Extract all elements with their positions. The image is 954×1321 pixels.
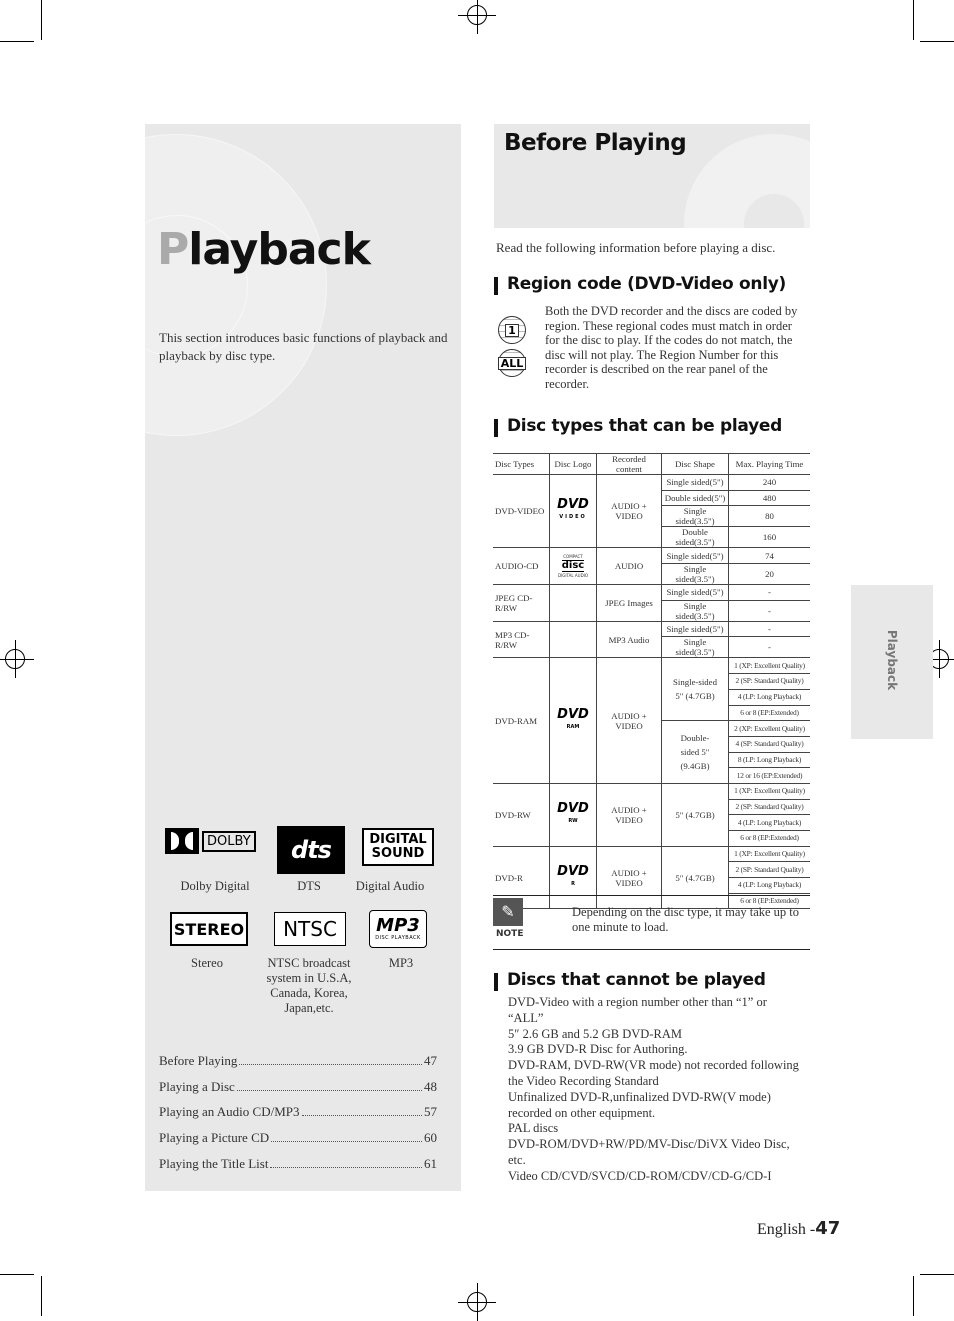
crop-mark <box>0 41 34 42</box>
header-cell: Max. Playing Time <box>729 454 811 475</box>
toc-item[interactable]: Before Playing 47 <box>159 1053 437 1068</box>
disc-types-table <box>493 453 810 909</box>
ntsc-caption: NTSC broadcast system in U.S.A, Canada, Korea, Japan,etc. <box>266 956 352 1015</box>
list-item: Unfinalized DVD-R,unfinalized DVD-RW(V mode) recorded on other equipment. <box>508 1089 771 1120</box>
list-item: 5″ 2.6 GB and 5.2 GB DVD-RAM <box>508 1026 682 1041</box>
shape-cell: Single-sided 5" (4.7GB) <box>662 658 729 721</box>
content-cell: AUDIO <box>597 548 662 585</box>
time-cell: - <box>729 585 811 601</box>
time-cell: - <box>729 637 811 658</box>
disc-type-cell: DVD-RAM <box>493 658 550 784</box>
shape-cell: Single sided(5") <box>662 585 729 601</box>
table-row <box>493 548 810 564</box>
digital-audio-caption: Digital Audio <box>355 879 425 893</box>
disc-type-cell: MP3 CD-R/RW <box>493 621 550 658</box>
cannot-play-list <box>508 995 804 1185</box>
crop-mark <box>913 1276 914 1316</box>
region-1-globe-icon: 1 <box>498 316 526 344</box>
disc-type-cell: DVD-R <box>493 846 550 909</box>
dvd-r-logo: DVD R <box>550 846 597 909</box>
chapter-intro: This section introduces basic functions of playback and playback by disc type. <box>159 330 448 363</box>
table-row <box>493 585 810 601</box>
time-cell: 1 (XP: Excellent Quality) <box>729 658 811 674</box>
crop-mark <box>920 41 954 42</box>
time-cell: 74 <box>729 548 811 564</box>
shape-cell: Double-sided 5" (9.4GB) <box>662 721 729 784</box>
shape-cell: 5" (4.7GB) <box>662 783 729 846</box>
shape-cell: Single sided(5") <box>662 621 729 637</box>
time-cell: 8 (LP: Long Playback) <box>729 752 811 768</box>
mp3-caption: MP3 <box>388 956 414 970</box>
time-cell: 80 <box>729 506 811 527</box>
side-tab-label: Playback <box>885 629 899 691</box>
time-cell: 2 (SP: Standard Quality) <box>729 799 811 815</box>
table-row <box>493 475 810 491</box>
dolby-logo: DOLBY <box>165 827 261 855</box>
note-box <box>493 895 810 950</box>
crop-mark <box>41 1276 42 1316</box>
ntsc-logo: NTSC <box>274 912 346 946</box>
double-d-icon <box>165 828 199 854</box>
dolby-caption: Dolby Digital <box>180 879 250 893</box>
table-row <box>493 658 810 674</box>
dts-logo: dts <box>277 826 345 874</box>
logo-cell <box>550 621 597 658</box>
list-item: DVD-RAM, DVD-RW(VR mode) not recorded following the Video Recording Standard <box>508 1058 799 1088</box>
dts-caption: DTS <box>297 879 321 893</box>
disc-type-cell: DVD-VIDEO <box>493 475 550 548</box>
list-item: DVD-Video with a region number other than “1” or “ALL” <box>508 995 767 1025</box>
digital-sound-logo: DIGITAL SOUND <box>362 828 434 866</box>
table-row <box>493 621 810 637</box>
content-cell: AUDIO + VIDEO <box>597 475 662 548</box>
time-cell: 6 or 8 (EP:Extended) <box>729 831 811 847</box>
content-cell: AUDIO + VIDEO <box>597 658 662 784</box>
section-title: Before Playing <box>504 130 687 156</box>
cannot-play-heading: Discs that cannot be played <box>494 970 766 990</box>
region-heading: Region code (DVD-Video only) <box>494 274 786 294</box>
time-cell: 2 (SP: Standard Quality) <box>729 674 811 690</box>
crop-mark <box>920 1274 954 1275</box>
time-cell: 4 (LP: Long Playback) <box>729 878 811 894</box>
list-item: PAL discs <box>508 1121 559 1136</box>
pencil-note-icon: ✎ <box>493 898 523 926</box>
time-cell: 4 (LP: Long Playback) <box>729 689 811 705</box>
shape-cell: 5" (4.7GB) <box>662 846 729 909</box>
header-cell: Disc Types <box>493 454 550 475</box>
time-cell: 160 <box>729 527 811 548</box>
time-cell: 1 (XP: Excellent Quality) <box>729 846 811 862</box>
logo-cell <box>550 585 597 622</box>
time-cell: 6 or 8 (EP:Extended) <box>729 893 811 909</box>
dvd-video-logo: DVD VIDEO <box>550 475 597 548</box>
content-cell: AUDIO + VIDEO <box>597 783 662 846</box>
time-cell: 2 (XP: Excellent Quality) <box>729 721 811 737</box>
crop-mark <box>0 1274 34 1275</box>
disc-graphic <box>684 134 810 228</box>
section-header <box>494 124 810 228</box>
toc-item[interactable]: Playing the Title List 61 <box>159 1156 437 1171</box>
dvd-ram-logo: DVD RAM <box>550 658 597 784</box>
disc-type-cell: JPEG CD-R/RW <box>493 585 550 622</box>
chapter-title: Playback <box>157 224 370 275</box>
disc-hole <box>744 194 804 228</box>
header-cell: Disc Shape <box>662 454 729 475</box>
stereo-caption: Stereo <box>191 956 223 970</box>
content-cell: MP3 Audio <box>597 621 662 658</box>
table-row <box>493 783 810 799</box>
content-cell: JPEG Images <box>597 585 662 622</box>
crop-mark <box>41 0 42 40</box>
time-cell: - <box>729 621 811 637</box>
shape-cell: Single sided(3.5") <box>662 506 729 527</box>
page-number: English -47 <box>757 1218 841 1239</box>
registration-mark <box>5 649 25 669</box>
section-intro: Read the following information before playing a disc. <box>496 240 776 255</box>
time-cell: 4 (SP: Standard Quality) <box>729 736 811 752</box>
shape-cell: Single sided(3.5") <box>662 637 729 658</box>
note-label: NOTE <box>496 929 524 939</box>
time-cell: 480 <box>729 490 811 506</box>
toc-item[interactable]: Playing a Picture CD 60 <box>159 1130 437 1145</box>
chapter-panel <box>145 124 461 1191</box>
time-cell: 20 <box>729 564 811 585</box>
shape-cell: Single sided(5") <box>662 475 729 491</box>
shape-cell: Double sided(5") <box>662 490 729 506</box>
time-cell: 4 (LP: Long Playback) <box>729 815 811 831</box>
shape-cell: Single sided(3.5") <box>662 564 729 585</box>
list-item: 3.9 GB DVD-R Disc for Authoring. <box>508 1042 688 1057</box>
disc-types-heading: Disc types that can be played <box>494 416 782 436</box>
table-row <box>493 846 810 862</box>
time-cell: - <box>729 600 811 621</box>
disc-type-cell: AUDIO-CD <box>493 548 550 585</box>
stereo-logo: STEREO <box>170 912 248 946</box>
compact-disc-logo: COMPACT disc DIGITAL AUDIO <box>550 548 597 585</box>
content-cell: AUDIO + VIDEO <box>597 846 662 909</box>
list-item: DVD-ROM/DVD+RW/PD/MV-Disc/DiVX Video Disc, etc. <box>508 1137 790 1167</box>
time-cell: 240 <box>729 475 811 491</box>
header-cell: Recorded content <box>597 454 662 475</box>
shape-cell: Single sided(3.5") <box>662 600 729 621</box>
table-header-row <box>493 454 810 475</box>
shape-cell: Double sided(3.5") <box>662 527 729 548</box>
registration-mark <box>467 1292 487 1312</box>
note-text: Depending on the disc type, it may take up to one minute to load. <box>572 905 800 934</box>
region-all-globe-icon: ALL <box>498 349 526 377</box>
disc-type-cell: DVD-RW <box>493 783 550 846</box>
time-cell: 1 (XP: Excellent Quality) <box>729 783 811 799</box>
shape-cell: Single sided(5") <box>662 548 729 564</box>
list-item: Video CD/CVD/SVCD/CD-ROM/CDV/CD-G/CD-I <box>508 1168 772 1183</box>
header-cell: Disc Logo <box>550 454 597 475</box>
toc-item[interactable]: Playing an Audio CD/MP3 57 <box>159 1104 437 1119</box>
mp3-logo: MP3 DISC PLAYBACK <box>369 910 427 948</box>
time-cell: 6 or 8 (EP:Extended) <box>729 705 811 721</box>
time-cell: 2 (SP: Standard Quality) <box>729 862 811 878</box>
crop-mark <box>913 0 914 40</box>
dvd-rw-logo: DVD RW <box>550 783 597 846</box>
time-cell: 12 or 16 (EP:Extended) <box>729 768 811 784</box>
region-text: Both the DVD recorder and the discs are coded by region. These regional codes must match in order for the disc to play. If the codes do not match, the disc will not play. The Region Number for this recorder is described on the rear panel of the recorder. <box>545 304 798 391</box>
registration-mark <box>467 5 487 25</box>
disc-graphic <box>145 134 327 436</box>
toc-item[interactable]: Playing a Disc 48 <box>159 1079 437 1094</box>
